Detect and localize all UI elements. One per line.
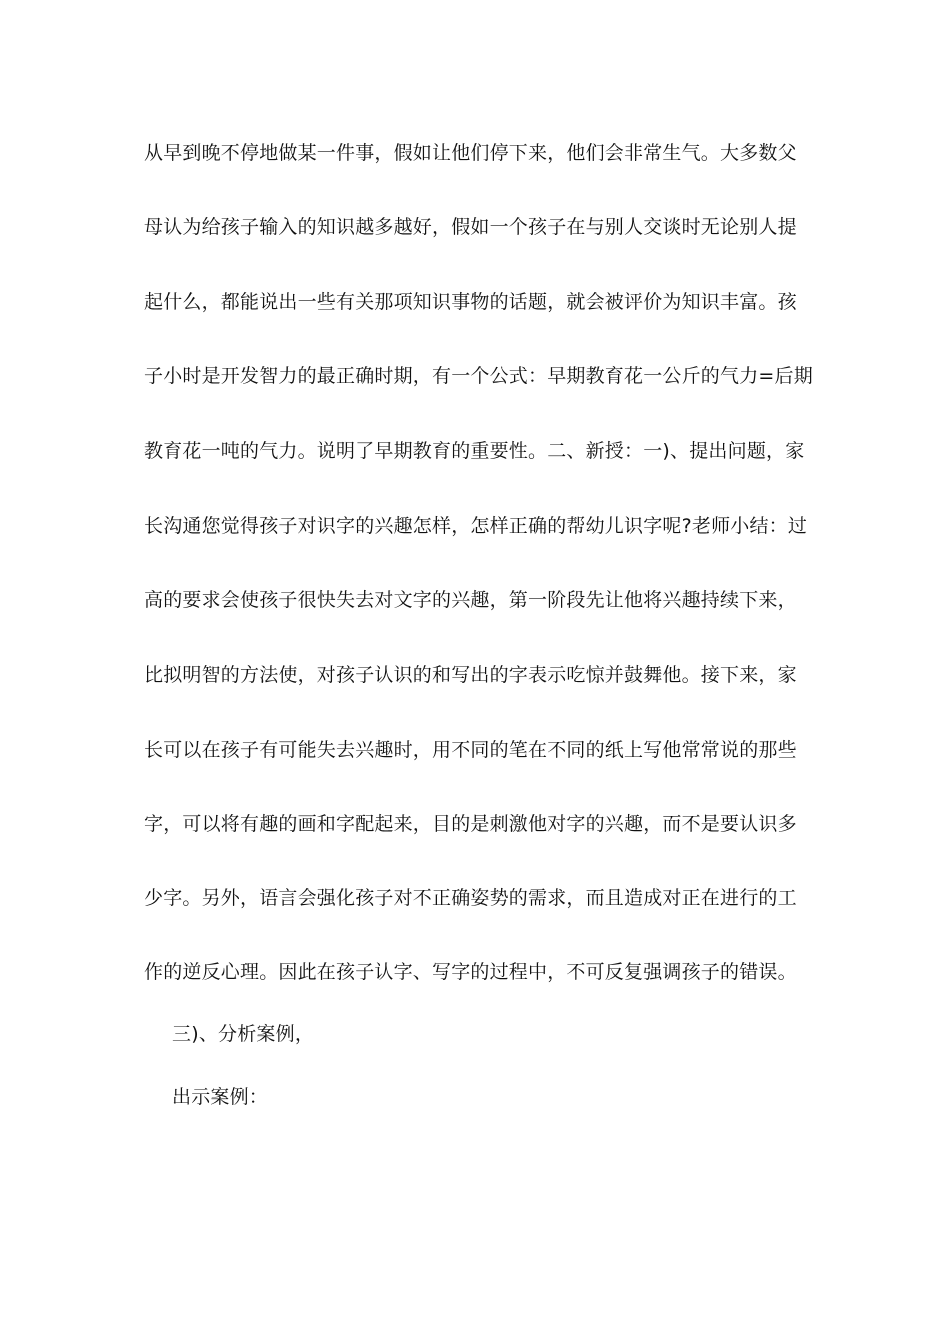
paragraph-line: 少字。另外，语言会强化孩子对不正确姿势的需求，而且造成对正在进行的工 [144,887,797,909]
case-label: 出示案例： [172,1086,269,1108]
paragraph-line: 教育花一吨的气力。说明了早期教育的重要性。二、新授：一)、提出问题，家 [144,440,805,462]
paragraph-line: 字，可以将有趣的画和字配起来，目的是刺激他对字的兴趣，而不是要认识多 [144,813,797,835]
paragraph-line: 比拟明智的方法使，对孩子认识的和写出的字表示吃惊并鼓舞他。接下来，家 [144,664,797,686]
paragraph-line: 从早到晚不停地做某一件事，假如让他们停下来，他们会非常生气。大多数父 [144,142,797,164]
paragraph-line: 母认为给孩子输入的知识越多越好，假如一个孩子在与别人交谈时无论别人提 [144,216,797,238]
paragraph-line: 长可以在孩子有可能失去兴趣时，用不同的笔在不同的纸上写他常常说的那些 [144,739,797,761]
paragraph-line: 作的逆反心理。因此在孩子认字、写字的过程中，不可反复强调孩子的错误。 [144,961,797,983]
paragraph-line: 高的要求会使孩子很快失去对文字的兴趣，第一阶段先让他将兴趣持续下来， [144,589,797,611]
paragraph-line: 长沟通您觉得孩子对识字的兴趣怎样，怎样正确的帮幼儿识字呢?老师小结：过 [144,515,808,537]
paragraph-line: 起什么，都能说出一些有关那项知识事物的话题，就会被评价为知识丰富。孩 [144,291,797,313]
section-heading: 三)、分析案例， [172,1023,315,1045]
paragraph-line: 子小时是开发智力的最正确时期，有一个公式：早期教育花一公斤的气力=后期 [144,365,813,387]
